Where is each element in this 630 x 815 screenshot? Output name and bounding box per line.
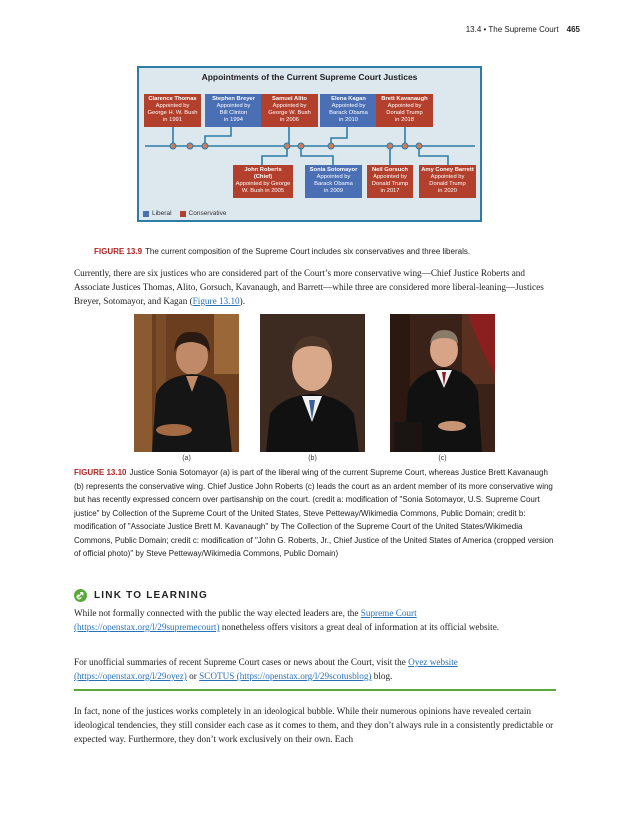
caption-text: The current composition of the Supreme Court includes six conservatives and three liberals. bbox=[145, 247, 471, 256]
link-to-learning-heading: LINK TO LEARNING bbox=[74, 589, 208, 602]
photo-roberts bbox=[390, 314, 495, 452]
legend-liberal-swatch bbox=[143, 211, 149, 217]
photo-label-b: (b) bbox=[308, 455, 317, 462]
legend-liberal-label: Liberal bbox=[152, 210, 172, 217]
justice-thomas: Clarence Thomas Appointed by George H. W. Bush in 1991 bbox=[144, 94, 201, 127]
running-head bbox=[466, 25, 580, 34]
legend-conservative-label: Conservative bbox=[188, 210, 227, 217]
legend-conservative-swatch bbox=[180, 211, 186, 217]
diagram-title: Appointments of the Current Supreme Court Justices bbox=[201, 72, 418, 82]
body-paragraph-1: Currently, there are six justices who are considered part of the Court’s more conservative wing—Chief Justice Roberts and Associate Justices Thomas, Alito, Gorsuch, Kavanaugh, and Barrett—while three are considered more liberal-leaning—Justices Breyer, Sotomayor, and Kagan (Figure 13.10). bbox=[74, 268, 544, 306]
justice-kavanaugh: Brett Kavanaugh Appointed by Donald Trump in 2018 bbox=[376, 94, 433, 127]
dot-gorsuch bbox=[387, 143, 393, 149]
photo-kavanaugh bbox=[260, 314, 365, 452]
justice-breyer: Stephen Breyer Appointed by Bill Clinton in 1994 bbox=[205, 94, 262, 127]
figure-13-10-link[interactable]: Figure 13.10 bbox=[192, 296, 240, 306]
photo-label-c: (c) bbox=[438, 455, 447, 462]
link-learning-paragraph-2: For unofficial summaries of recent Supreme Court cases or news about the Court, visit the Oyez website (https://openstax.org/l/29oyez) or SCOTUS (https://openstax.org/l/29scotusblog) blog. bbox=[74, 657, 458, 681]
dot-barrett bbox=[416, 143, 422, 149]
figure-label: FIGURE 13.10 bbox=[74, 468, 127, 477]
justice-barrett: Amy Coney Barrett Appointed by Donald Trump in 2020 bbox=[419, 165, 476, 198]
justice-kagan: Elena Kagan Appointed by Barack Obama in 2010 bbox=[320, 94, 377, 127]
caption-text: Justice Sonia Sotomayor (a) is part of the liberal wing of the current Supreme Court, whereas Justice Brett Kavanaugh (b) represents the conservative wing. Chief Justice John Roberts (c) leads the court as an ardent member of its more conservative wing but has recently expressed concern over partisanship on the court. (credit a: modification of "Sonia Sotomayor, U.S. Supreme Court justice" by Collection of the Supreme Court of the United States, Steve Petteway/Wikimedia Commons, Public Domain; credit b: modification of "Associate Justice Brett M. Kavanaugh" by The Collection of the Supreme Court of the United States/Wikimedia Commons, Public Domain; credit c: modification of "John G. Roberts, Jr., Chief Justice of the United States of America (cropped version of official photo)" by Steve Petteway/Wikimedia Commons, Public Domain) bbox=[74, 468, 554, 558]
section-title: 13.4 • The Supreme Court bbox=[465, 25, 559, 34]
body-paragraph-2: In fact, none of the justices works completely in an ideological bubble. While their numerous opinions have revealed certain ideological tendencies, they still consider each case as it comes to them, and they don’t always rule in a consistently predictable or expected way. Furthermore, they don’t work exclusively on their own. Each bbox=[74, 706, 554, 744]
dot-sotomayor-a bbox=[298, 143, 304, 149]
justice-roberts: John Roberts (Chief) Appointed by George W. Bush in 2005 bbox=[233, 165, 293, 198]
dot-roberts bbox=[284, 143, 290, 149]
dot-breyer bbox=[202, 143, 208, 149]
dot-kagan bbox=[328, 143, 334, 149]
connector-barrett bbox=[419, 146, 448, 165]
link-learning-paragraph-1: While not formally connected with the public the way elected leaders are, the Supreme Court (https://openstax.org/l/29supremecourt) nonetheless offers visitors a great deal of information at its official website. bbox=[74, 608, 500, 632]
dot-1 bbox=[187, 143, 193, 149]
section-divider bbox=[74, 689, 556, 691]
justice-gorsuch: Neil Gorsuch Appointed by Donald Trump in 2017 bbox=[367, 165, 413, 198]
photo-sotomayor bbox=[134, 314, 239, 452]
justice-alito: Samuel Alito Appointed by George W. Bush in 2006 bbox=[261, 94, 318, 127]
connector-roberts bbox=[262, 146, 287, 165]
link-icon bbox=[74, 589, 87, 602]
connector-kagan bbox=[331, 127, 347, 146]
oyez-link[interactable]: Oyez website (https://openstax.org/l/29oyez) bbox=[74, 657, 458, 681]
diagram-legend bbox=[143, 210, 226, 217]
appointments-diagram bbox=[137, 66, 482, 222]
figure-13-10-caption bbox=[74, 466, 558, 561]
photo-label-a: (a) bbox=[182, 455, 191, 462]
scotusblog-link[interactable]: SCOTUS (https://openstax.org/l/29scotusblog) bbox=[199, 671, 372, 681]
figure-label: FIGURE 13.9 bbox=[94, 247, 143, 256]
connector-sotomayor bbox=[301, 146, 333, 165]
supreme-court-link[interactable]: Supreme Court (https://openstax.org/l/29supremecourt) bbox=[74, 608, 417, 632]
dot-kavanaugh bbox=[402, 143, 408, 149]
page-number: 465 bbox=[566, 25, 580, 34]
connector-breyer bbox=[205, 127, 231, 146]
figure-13-9-caption bbox=[94, 245, 564, 259]
justice-sotomayor: Sonia Sotomayor Appointed by Barack Obama in 2009 bbox=[305, 165, 362, 198]
dot-thomas bbox=[170, 143, 176, 149]
